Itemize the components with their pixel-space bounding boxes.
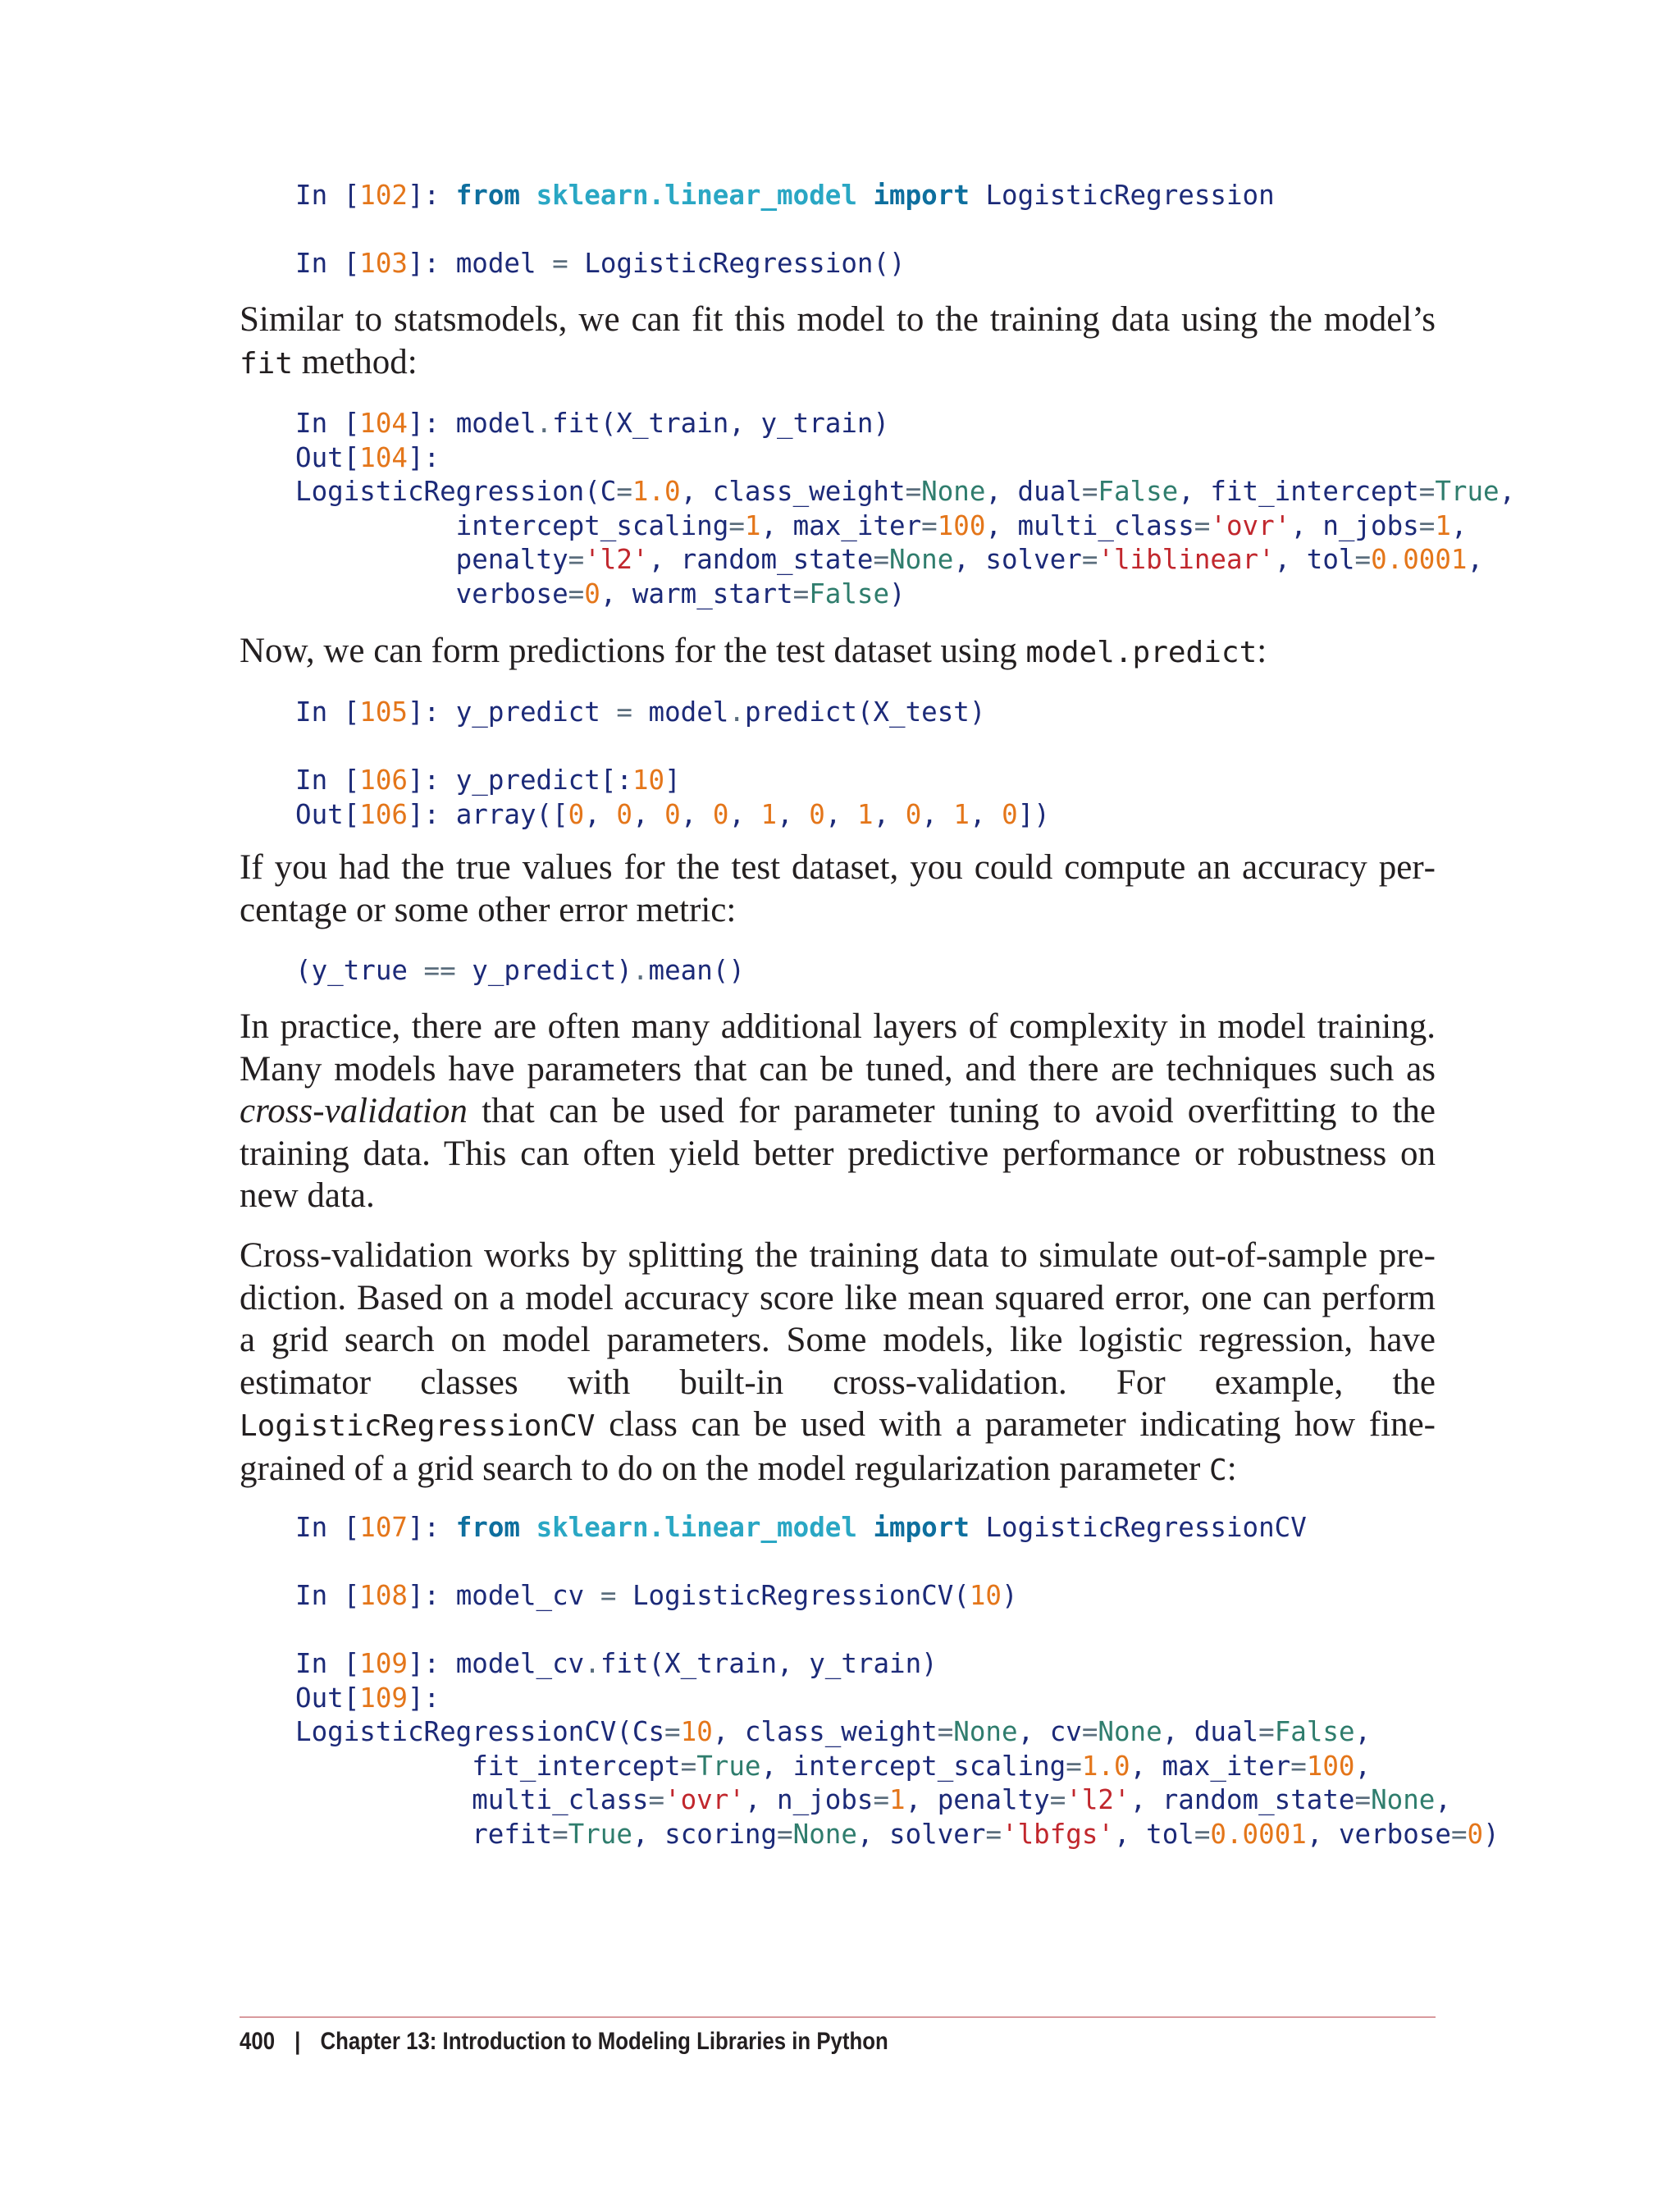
- page-footer: [240, 2028, 888, 2056]
- cell-prompt: In [106]:: [295, 765, 441, 796]
- cell-prompt: In [103]:: [295, 248, 441, 279]
- code-snippet-accuracy: (y_true == y_predict).mean(): [295, 955, 745, 986]
- code-cell-107: [295, 1511, 1307, 1545]
- cell-prompt: In [102]:: [295, 180, 441, 211]
- cell-output-line: LogisticRegressionCV(Cs=10, class_weight=None, cv=None, dual=False,: [295, 1716, 1372, 1747]
- cell-prompt: In [109]:: [295, 1648, 441, 1679]
- cell-input: model.fit(X_train, y_train): [455, 408, 890, 439]
- cell-output-line: verbose=0, warm_start=False): [295, 578, 906, 609]
- cell-input: model = LogisticRegression(): [455, 248, 906, 279]
- inline-code: fit: [240, 346, 294, 381]
- code-cell-109: [295, 1647, 1500, 1851]
- cell-output-line: array([0, 0, 0, 0, 1, 0, 1, 0, 1, 0]): [455, 798, 1050, 830]
- cell-out-prompt: Out[104]:: [295, 441, 441, 473]
- cell-prompt: In [107]:: [295, 1512, 441, 1543]
- footer-divider: [240, 2016, 1436, 2018]
- code-cell-102: [295, 179, 1275, 213]
- emphasis-term: cross-validation: [240, 1092, 468, 1130]
- footer-separator: |: [294, 2028, 301, 2055]
- cell-prompt: In [108]:: [295, 1580, 441, 1611]
- cell-output-line: fit_intercept=True, intercept_scaling=1.0, max_iter=100,: [295, 1750, 1372, 1782]
- paragraph-accuracy: If you had the true values for the test dataset, you could compute an accuracy percentage or some other error metric:: [240, 848, 1436, 929]
- chapter-title: Chapter 13: Introduction to Modeling Libraries in Python: [320, 2028, 888, 2055]
- code-cell-104: [295, 407, 1515, 611]
- paragraph-predict: Now, we can form predictions for the test dataset using model.predict:: [240, 632, 1267, 670]
- cell-input: y_predict[:10]: [455, 765, 681, 796]
- cell-output-line: intercept_scaling=1, max_iter=100, multi_class='ovr', n_jobs=1,: [295, 509, 1468, 541]
- cell-input: model_cv.fit(X_train, y_train): [455, 1648, 938, 1679]
- inline-code: model.predict: [1025, 636, 1258, 669]
- cell-input: y_predict = model.predict(X_test): [455, 696, 986, 728]
- cell-out-prompt: Out[109]:: [295, 1682, 441, 1714]
- cell-prompt: In [105]:: [295, 696, 441, 728]
- page-number: 400: [240, 2028, 276, 2055]
- code-cell-103: [295, 247, 906, 281]
- cell-out-prompt: Out[106]:: [295, 798, 441, 830]
- cell-prompt: In [104]:: [295, 408, 441, 439]
- cell-output-line: penalty='l2', random_state=None, solver='liblinear', tol=0.0001,: [295, 544, 1484, 575]
- code-cell-105: [295, 696, 985, 730]
- cell-output-line: LogisticRegression(C=1.0, class_weight=None, dual=False, fit_intercept=True,: [295, 476, 1516, 507]
- cell-input: from sklearn.linear_model import LogisticRegressionCV: [455, 1512, 1307, 1543]
- cell-input: model_cv = LogisticRegressionCV(10): [455, 1580, 1018, 1611]
- paragraph-practice: In practice, there are often many additional layers of complexity in model training. Many models have parameters that can be tuned, and there are techniques such as cross-validation that can be used for parameter tuning to avoid overfitting to the training data. This can often yield better predictive performance or robustness on new data.: [240, 1007, 1436, 1215]
- code-cell-108: [295, 1579, 1018, 1614]
- inline-code: C: [1209, 1453, 1227, 1487]
- paragraph-fit-method: Similar to statsmodels, we can fit this model to the training data using the model’s fit method:: [240, 300, 1436, 381]
- cell-output-line: refit=True, scoring=None, solver='lbfgs', tol=0.0001, verbose=0): [295, 1818, 1500, 1850]
- paragraph-cross-validation: Cross-validation works by splitting the training data to simulate out-of-sample prediction. Based on a model accuracy score like mean squared error, one can perform a grid search on model parameters. Some models, like logistic regression, have estimator classes with built-in cross-validation. For example, the LogisticRegressionCV class can be used with a parameter indicating how fine-grained of a grid search to do on the model regularization parameter C:: [240, 1236, 1436, 1488]
- code-cell-106: [295, 764, 1050, 832]
- cell-output-line: multi_class='ovr', n_jobs=1, penalty='l2', random_state=None,: [295, 1784, 1451, 1815]
- cell-input: from sklearn.linear_model import LogisticRegression: [455, 180, 1275, 211]
- inline-code: LogisticRegressionCV: [240, 1409, 596, 1443]
